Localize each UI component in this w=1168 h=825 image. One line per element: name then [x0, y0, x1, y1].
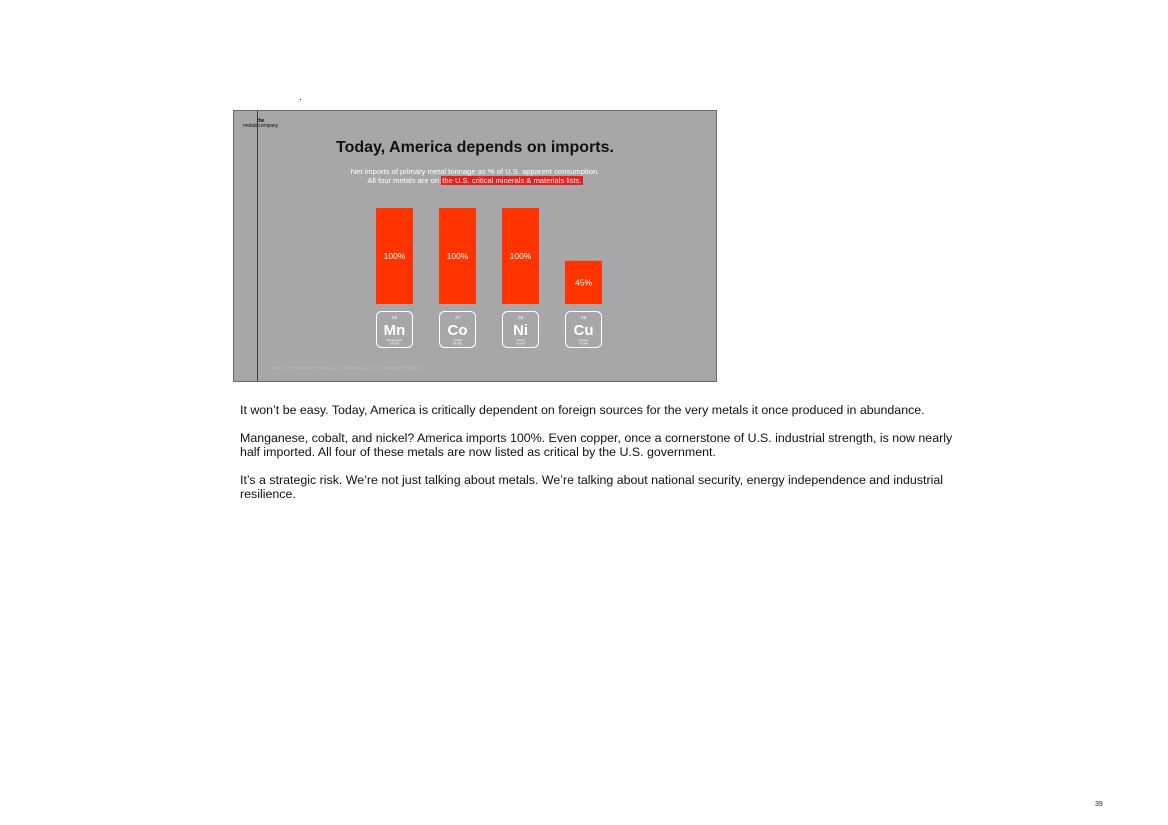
subtitle-line-2: All four metals are on the U.S. critical minerals & materials lists.: [367, 176, 582, 185]
critical-list-highlight: the U.S. critical minerals & materials lists.: [442, 176, 582, 185]
element-name-cu: Copper: [578, 338, 589, 342]
data-label-ni: 100%: [509, 251, 532, 261]
notes-paragraph: Manganese, cobalt, and nickel? America imports 100%. Even copper, once a cornerstone of U.S. industrial strength, is now nearly half imported. All four of these metals are now listed as critical by the U.S. government.: [240, 431, 953, 459]
notes-paragraph: It won’t be easy. Today, America is critically dependent on foreign sources for the very metals it once produced in abundance.: [240, 403, 925, 417]
tick-label-ni: Ni: [513, 322, 528, 339]
tick-label-cu: Cu: [573, 322, 594, 339]
element-name-mn: Manganese: [386, 338, 403, 342]
atomic-mass-ni: 58.693: [515, 341, 526, 346]
subtitle-line-1: Net imports of primary metal tonnage as % of U.S. apparent consumption.: [350, 167, 600, 176]
tick-label-co: Co: [447, 322, 468, 339]
element-name-co: Cobalt: [453, 338, 462, 342]
atomic-number-mn: 25: [391, 315, 398, 320]
atomic-number-cu: 29: [580, 315, 587, 320]
tick-mark: [300, 99, 301, 100]
speaker-notes: [240, 403, 960, 515]
company-logo: the metals company: [243, 118, 279, 129]
atomic-number-ni: 28: [517, 315, 524, 320]
slide-title: Today, America depends on imports.: [336, 139, 614, 156]
page-number: 39: [1095, 801, 1103, 808]
slide-image: [233, 110, 717, 382]
import-dependence-bar-chart: [234, 111, 717, 382]
source-footnote: Source: USGS Commodity Summaries 2025, Critical Minerals List, U.S. Department of Energy 2023: [272, 366, 423, 370]
tick-label-mn: Mn: [383, 322, 406, 339]
notes-paragraph: It’s a strategic risk. We’re not just talking about metals. We’re talking about national security, energy independence and industrial resilience.: [240, 473, 943, 501]
atomic-mass-cu: 63.546: [578, 341, 589, 346]
data-label-co: 100%: [446, 251, 469, 261]
atomic-mass-mn: 54.938: [389, 341, 400, 346]
atomic-number-co: 27: [454, 315, 461, 320]
data-label-cu: 45%: [574, 277, 593, 288]
element-name-ni: Nickel: [516, 338, 525, 342]
data-label-mn: 100%: [383, 251, 406, 261]
atomic-mass-co: 58.933: [452, 341, 463, 346]
